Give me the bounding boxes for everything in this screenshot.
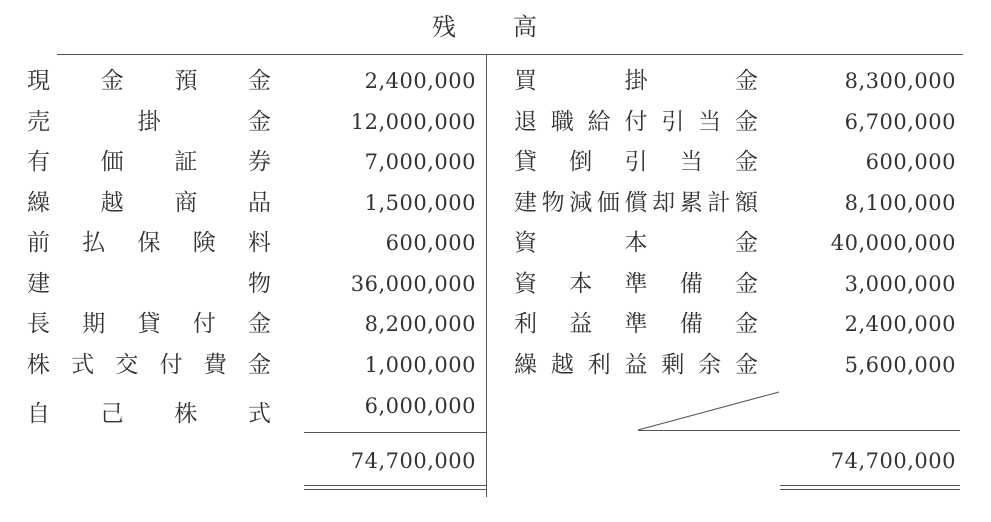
credit-account-label: 利 益 準 備 金 — [514, 311, 758, 337]
debit-account-label: 建 物 — [27, 271, 271, 297]
credit-account-label: 資 本 準 備 金 — [514, 271, 758, 297]
credit-account-label: 建 物 減 価 償 却 累 計 額 — [514, 190, 758, 216]
credit-account-amount: 6,700,000 — [844, 110, 956, 134]
debit-account-amount: 2,400,000 — [364, 69, 476, 93]
title-char-1: 残 — [432, 13, 456, 41]
debit-account-amount: 36,000,000 — [350, 272, 476, 296]
credit-account-amount: 8,100,000 — [844, 191, 956, 215]
title-char-2: 高 — [513, 13, 537, 41]
debit-double-rule-2 — [304, 489, 486, 490]
credit-account-amount: 8,300,000 — [844, 69, 956, 93]
debit-total: 74,700,000 — [350, 449, 476, 473]
credit-account-amount: 40,000,000 — [830, 231, 956, 255]
account-title — [0, 12, 991, 42]
debit-account-amount: 8,200,000 — [364, 312, 476, 336]
credit-account-label: 繰 越 利 益 剰 余 金 — [514, 352, 758, 378]
debit-account-amount: 12,000,000 — [350, 110, 476, 134]
debit-account-label: 前 払 保 険 料 — [27, 230, 271, 256]
credit-total: 74,700,000 — [830, 449, 956, 473]
header-rule — [57, 54, 963, 55]
debit-account-amount: 600,000 — [385, 231, 476, 255]
credit-account-label: 資 本 金 — [514, 230, 758, 256]
credit-account-label: 買 掛 金 — [514, 68, 758, 94]
credit-total-rule — [638, 430, 960, 431]
debit-account-label: 株 式 交 付 費 金 — [27, 352, 271, 378]
credit-account-amount: 2,400,000 — [844, 312, 956, 336]
credit-account-label: 退 職 給 付 引 当 金 — [514, 109, 758, 135]
credit-account-label: 貸 倒 引 当 金 — [514, 149, 758, 175]
credit-account-amount: 5,600,000 — [844, 353, 956, 377]
debit-account-amount: 1,500,000 — [364, 191, 476, 215]
center-rule — [486, 55, 487, 497]
debit-account-label: 長 期 貸 付 金 — [27, 311, 271, 337]
credit-account-amount: 600,000 — [865, 150, 956, 174]
debit-account-label: 繰 越 商 品 — [27, 190, 271, 216]
debit-account-amount: 7,000,000 — [364, 150, 476, 174]
credit-double-rule-2 — [780, 489, 960, 490]
debit-account-label: 売 掛 金 — [27, 109, 271, 135]
debit-account-label: 自 己 株 式 — [27, 401, 271, 427]
debit-total-rule — [304, 432, 486, 433]
debit-account-label: 現 金 預 金 — [27, 68, 271, 94]
debit-account-amount: 6,000,000 — [364, 394, 476, 418]
credit-account-amount: 3,000,000 — [844, 272, 956, 296]
debit-account-amount: 1,000,000 — [364, 353, 476, 377]
credit-double-rule-1 — [780, 485, 960, 486]
debit-account-label: 有 価 証 券 — [27, 149, 271, 175]
debit-double-rule-1 — [304, 485, 486, 486]
